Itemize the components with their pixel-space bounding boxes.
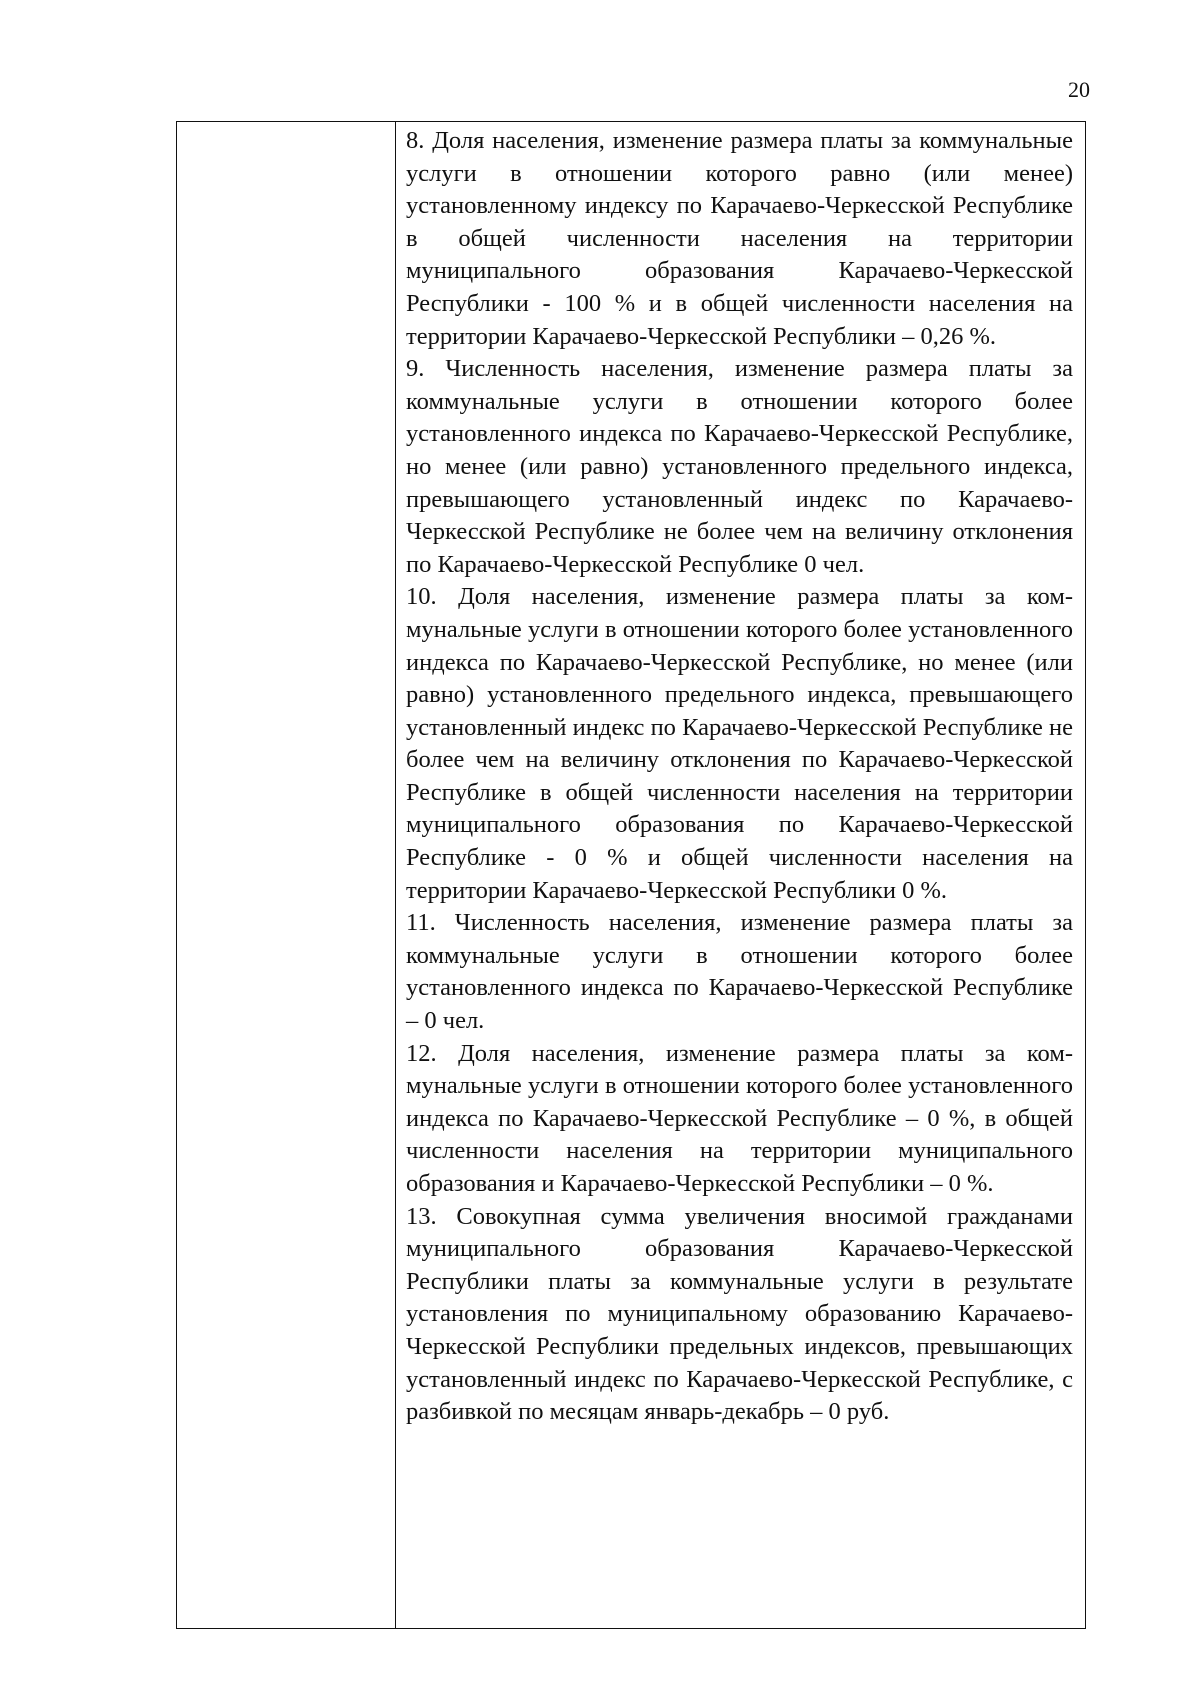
item-12-paragraph: 12. Доля населения, изменение размера платы за коммунальные услуги в отношении которого более установленного индекса по Карачаево-Черкесской Республике – 0 %, в общей численности населения на территории муниципального образования и Карачаево-Черкесской Республики – 0 %. — [406, 1039, 1073, 1197]
page-number: 20 — [1068, 77, 1090, 102]
item-13-paragraph: 13. Совокупная сумма увеличения вносимой гражданами муниципального образования Карачаево-Черкесской Республики платы за коммунальные услуги в результате установления по муниципальному образованию Карачаево-Черкесской Республики предельных индексов, превышающих установленный индекс по Карачаево-Черкесской Республике, с разбивкой по месяцам январь-декабрь – 0 руб. — [406, 1202, 1073, 1426]
item-9-paragraph: 9. Численность населения, изменение размера платы за коммунальные услуги в отношении которого более установленного индекса по Карачаево-Черкесской Республике, но менее (или равно) установленного предельного индекса, превышающего установленный индекс по Карачаево-Черкесской Республике не более чем на величину отклонения по Карачаево-Черкесской Республике 0 чел. — [406, 355, 1073, 578]
item-8-paragraph: 8. Доля населения, изменение размера платы за коммунальные услуги в отношении которого равно (или менее) установленному индексу по Карачаево-Черкесской Республике в общей численности населения на территории муниципального образования Карачаево-Черкесской Республики - 100 % и в общей численности населения на территории Карачаево-Черкесской Республики – 0,26 %. — [406, 127, 1073, 350]
document-table — [176, 121, 1086, 1629]
item-10-paragraph: 10. Доля населения, изменение размера платы за коммунальные услуги в отношении которого более установленного индекса по Карачаево-Черкесской Республике, но менее (или равно) установленного предельного индекса, превышающего установленный индекс по Карачаево-Черкесской Республике не более чем на величину отклонения по Карачаево-Черкесской Республике в общей численности населения на территории муниципального образования по Карачаево-Черкесской Республике - 0 % и общей численности населения на территории Карачаево-Черкесской Республики 0 %. — [406, 583, 1073, 904]
item-11-paragraph: 11. Численность населения, изменение размера платы за коммунальные услуги в отношении которого более установленного индекса по Карачаево-Черкесской Республике – 0 чел. — [406, 909, 1073, 1035]
table-right-cell — [396, 122, 1085, 1628]
table-left-cell — [177, 122, 396, 1628]
